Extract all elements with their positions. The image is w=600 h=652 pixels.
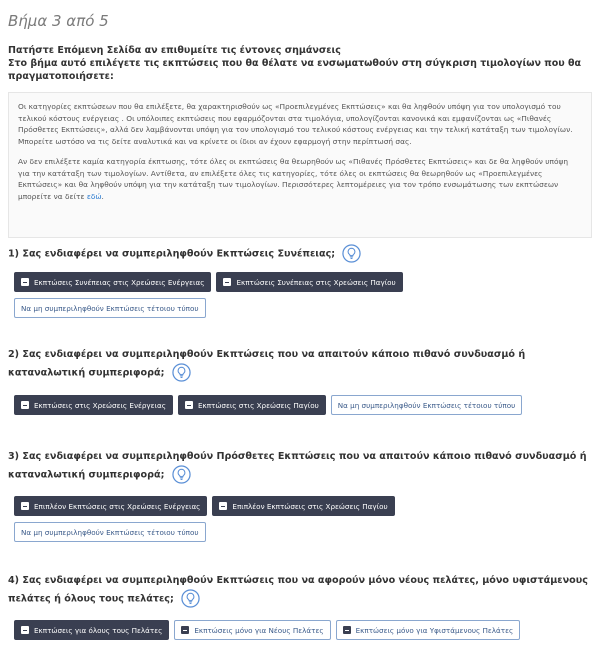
info-paragraph-1: Οι κατηγορίες εκπτώσεων που θα επιλέξετε, θα χαρακτηρισθούν ως «Προεπιλεγμένες Εκπτώσεις» και θα ληφθούν υπόψη για τον υπολογισμό του τελικού κόστους ενέργειας . Οι υπόλοιπες εκπτώσεις που εφαρμόζονται στα τιμολόγια, υπολογίζονται κανονικά και εμφανίζονται ως «Πιθανές Πρόσθετες Εκπτώσεις», αλλά δεν λαμβάνονται υπόψη για τον υπολογισμό του τελικού κόστους ενέργειας και την τελική κατάταξη των τιμολογίων. Μπορείτε ωστόσο να τις δείτε αναλυτικά και να κρίνετε οι ίδιοι αν έχουν εφαρμογή στην περίπτωσή σας.: [18, 102, 573, 146]
info-box: [8, 92, 592, 238]
option-consistency-none[interactable]: Να μη συμπεριληφθούν Εκπτώσεις τέτοιου τύπου: [14, 298, 206, 318]
option-extra-none[interactable]: Να μη συμπεριληφθούν Εκπτώσεις τέτοιου τύπου: [14, 522, 206, 542]
question-3: [8, 449, 592, 484]
option-existing-customers[interactable]: Εκπτώσεις μόνο για Υφιστάμενους Πελάτες: [336, 620, 521, 640]
question-1-options-row-2: [14, 298, 206, 318]
question-1-options: [14, 272, 403, 292]
option-consistency-fixed[interactable]: Εκπτώσεις Συνέπειας στις Χρεώσεις Παγίου: [216, 272, 402, 292]
checkbox-checked-icon: [219, 502, 227, 510]
question-3-text: 3) Σας ενδιαφέρει να συμπεριληφθούν Πρόσθετες Εκπτώσεις που να απαιτούν κάποιο πιθανό συνδυασμό ή καταναλωτική συμπεριφορά;: [8, 451, 587, 481]
question-4: [8, 573, 592, 608]
option-new-customers[interactable]: Εκπτώσεις μόνο για Νέους Πελάτες: [174, 620, 330, 640]
option-behavior-fixed[interactable]: Εκπτώσεις στις Χρεώσεις Παγίου: [178, 395, 326, 415]
lightbulb-icon[interactable]: [342, 244, 361, 263]
lightbulb-icon[interactable]: [172, 363, 191, 382]
question-2-text: 2) Σας ενδιαφέρει να συμπεριληφθούν Εκπτώσεις που να απαιτούν κάποιο πιθανό συνδυασμό ή καταναλωτική συμπεριφορά;: [8, 349, 526, 379]
intro-hint: Πατήστε Επόμενη Σελίδα αν επιθυμείτε τις έντονες σημάνσεις: [8, 45, 341, 56]
checkbox-checked-icon: [185, 401, 193, 409]
intro: [8, 44, 592, 83]
question-3-options: [14, 496, 395, 516]
question-1: [8, 244, 592, 263]
checkbox-checked-icon: [223, 278, 231, 286]
option-consistency-energy[interactable]: Εκπτώσεις Συνέπειας στις Χρεώσεις Ενέργειας: [14, 272, 211, 292]
option-behavior-none[interactable]: Να μη συμπεριληφθούν Εκπτώσεις τέτοιου τύπου: [331, 395, 523, 415]
checkbox-checked-icon: [21, 502, 29, 510]
info-period: .: [101, 191, 104, 201]
question-3-options-row-2: [14, 522, 206, 542]
question-2: [8, 347, 592, 382]
checkbox-unchecked-icon: [181, 626, 189, 634]
question-4-options: [14, 620, 520, 640]
info-paragraph-2-text: Αν δεν επιλέξετε καμία κατηγορία έκπτωσης, τότε όλες οι εκπτώσεις θα θεωρηθούν ως «Πιθανές Πρόσθετες Εκπτώσεις» και δε θα ληφθούν υπόψη για την κατάταξη των τιμολογίων. Αντίθετα, αν επιλέξετε όλες τις κατηγορίες, τότε όλες οι εκπτώσεις θα θεωρηθούν ως «Προεπιλεγμένες Εκπτώσεις» και θα ληφθούν υπόψη για την κατάταξη των τιμολογίων. Περισσότερες λεπτομέρειες για τον τρόπο ενσωμάτωσης των εκπτώσεων μπορείτε να δείτε: [18, 157, 569, 201]
checkbox-checked-icon: [21, 626, 29, 634]
option-behavior-energy[interactable]: Εκπτώσεις στις Χρεώσεις Ενέργειας: [14, 395, 173, 415]
info-link[interactable]: εδώ: [86, 191, 102, 201]
option-all-customers[interactable]: Εκπτώσεις για όλους τους Πελάτες: [14, 620, 169, 640]
question-2-options: [14, 395, 522, 415]
lightbulb-icon[interactable]: [172, 465, 191, 484]
info-paragraph-2: [18, 156, 582, 202]
intro-instruction: Στο βήμα αυτό επιλέγετε τις εκπτώσεις που θα θέλατε να ενσωματωθούν στη σύγκριση τιμολογίων που θα πραγματοποιήσετε:: [8, 58, 582, 82]
question-4-text: 4) Σας ενδιαφέρει να συμπεριληφθούν Εκπτώσεις που να αφορούν μόνο νέους πελάτες, μόνο υφιστάμενους πελάτες ή όλους τους πελάτες;: [8, 575, 588, 605]
step-title: Βήμα 3 από 5: [8, 12, 109, 30]
checkbox-unchecked-icon: [343, 626, 351, 634]
lightbulb-icon[interactable]: [181, 589, 200, 608]
checkbox-checked-icon: [21, 278, 29, 286]
option-extra-fixed[interactable]: Επιπλέον Εκπτώσεις στις Χρεώσεις Παγίου: [212, 496, 394, 516]
option-extra-energy[interactable]: Επιπλέον Εκπτώσεις στις Χρεώσεις Ενέργειας: [14, 496, 207, 516]
question-1-text: 1) Σας ενδιαφέρει να συμπεριληφθούν Εκπτώσεις Συνέπειας;: [8, 248, 336, 260]
checkbox-checked-icon: [21, 401, 29, 409]
